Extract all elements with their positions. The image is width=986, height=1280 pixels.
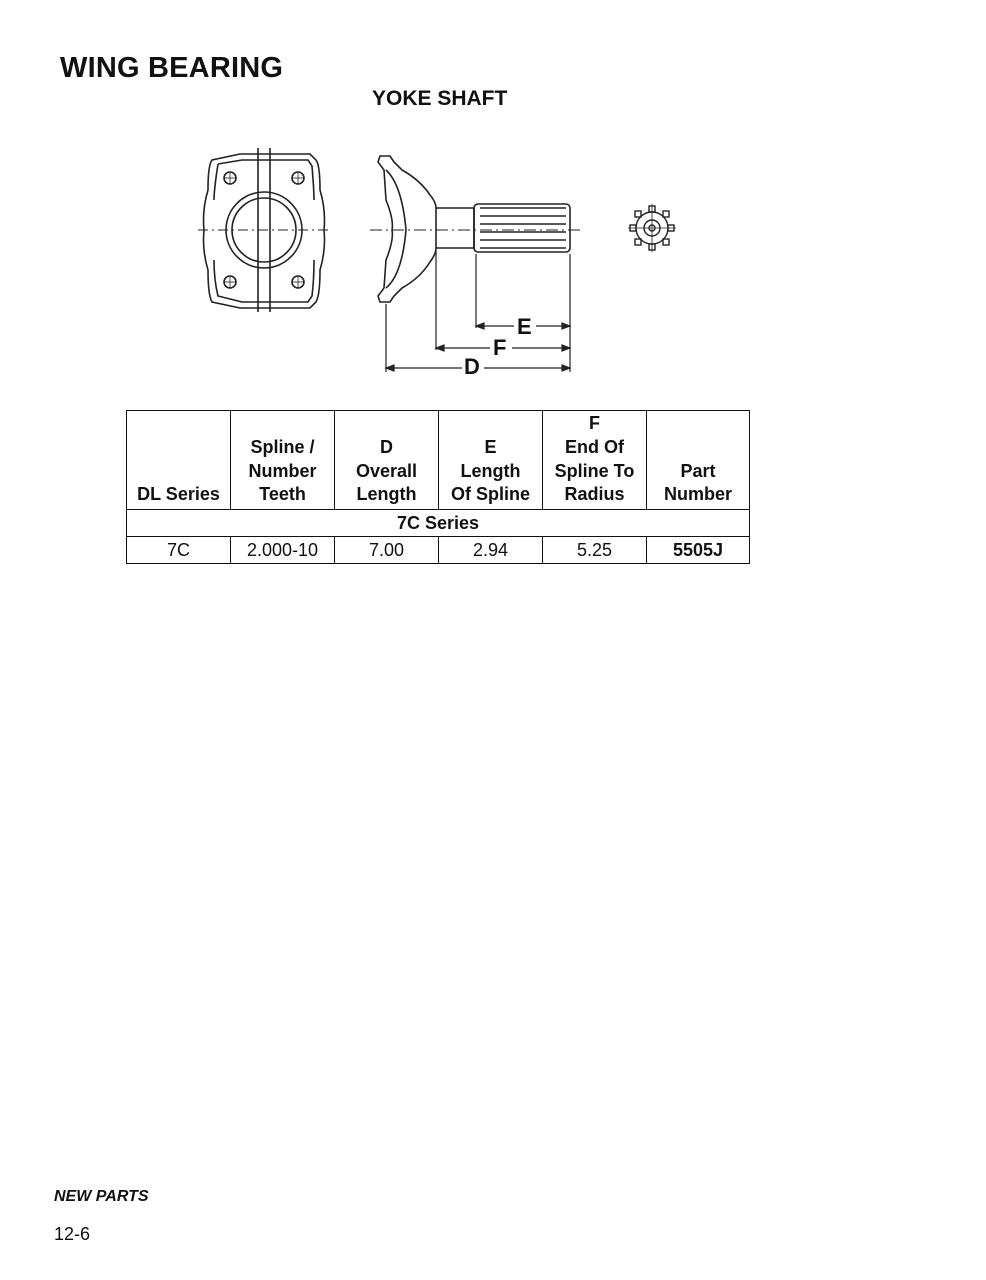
spline-end-view [628, 204, 676, 252]
spec-table [126, 410, 750, 564]
column-header: F End Of Spline To Radius [543, 411, 647, 510]
column-header: E Length Of Spline [439, 411, 543, 510]
yoke-side-view [370, 156, 580, 302]
cell-length-of-spline: 2.94 [439, 536, 543, 563]
column-header: DL Series [127, 411, 231, 510]
dimension-label-f: F [493, 335, 507, 360]
table-row [127, 536, 750, 563]
yoke-front-view [198, 148, 330, 312]
column-header: D Overall Length [335, 411, 439, 510]
section-title: YOKE SHAFT [372, 87, 508, 110]
column-header: Part Number [647, 411, 750, 510]
group-label: 7C Series [127, 509, 750, 536]
dimension-label-d: D [464, 354, 480, 379]
cell-end-of-spline: 5.25 [543, 536, 647, 563]
yoke-shaft-diagram [180, 140, 720, 385]
footer-label: NEW PARTS [54, 1188, 149, 1205]
dimension-label-e: E [517, 314, 532, 339]
page-number: 12-6 [54, 1224, 91, 1244]
table-header-row [127, 411, 750, 510]
cell-spline: 2.000-10 [231, 536, 335, 563]
cell-dl-series: 7C [127, 536, 231, 563]
page-title: WING BEARING [60, 52, 284, 84]
cell-part-number: 5505J [647, 536, 750, 563]
cell-overall-length: 7.00 [335, 536, 439, 563]
table-group-row [127, 509, 750, 536]
column-header: Spline / Number Teeth [231, 411, 335, 510]
